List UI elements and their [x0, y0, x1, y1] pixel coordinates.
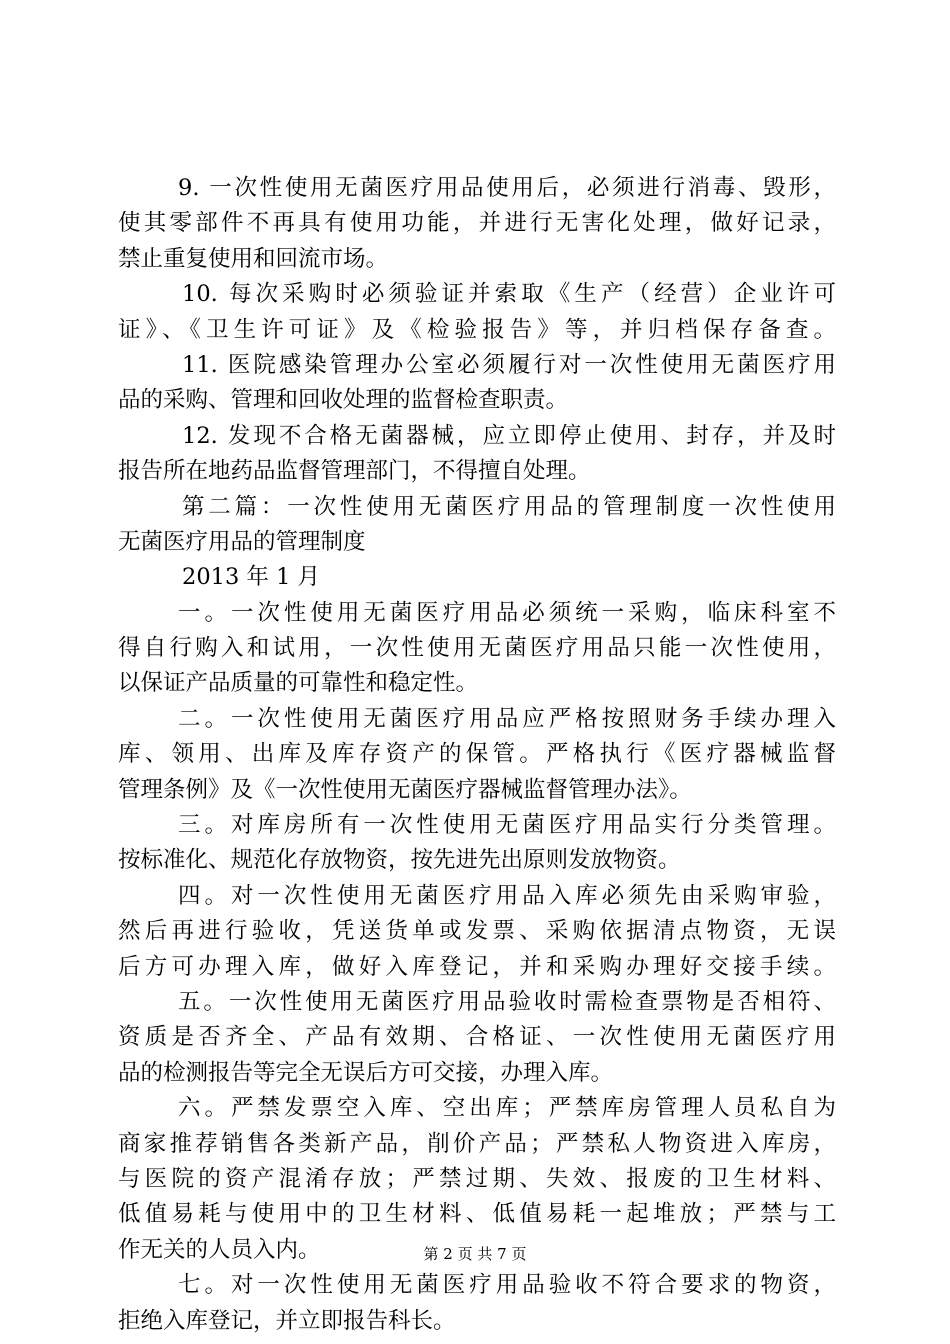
text-line: 无菌医疗用品的管理制度 — [118, 528, 366, 555]
text-line: 11. 医院感染管理办公室必须履行对一次性使用无菌医疗用 — [182, 351, 836, 378]
text-line: 二。一次性使用无菌医疗用品应严格按照财务手续办理入 — [178, 705, 836, 732]
text-line: 六。严禁发票空入库、空出库；严禁库房管理人员私自为 — [178, 1095, 836, 1122]
document-body — [118, 171, 836, 1339]
text-line: 9. 一次性使用无菌医疗用品使用后，必须进行消毒、毁形， — [178, 175, 836, 201]
text-line: 七。对一次性使用无菌医疗用品验收不符合要求的物资， — [178, 1272, 836, 1299]
text-line: 以保证产品质量的可靠性和稳定性。 — [118, 670, 479, 697]
text-line: 四。对一次性使用无菌医疗用品入库必须先由采购审验， — [178, 882, 836, 909]
text-line: 12. 发现不合格无菌器械，应立即停止使用、封存，并及时 — [182, 422, 836, 449]
text-line: 第二篇：一次性使用无菌医疗用品的管理制度一次性使用 — [182, 493, 836, 520]
text-line: 报告所在地药品监督管理部门，不得擅自处理。 — [118, 458, 591, 485]
text-line: 商家推荐销售各类新产品，削价产品；严禁私人物资进入库房， — [118, 1130, 836, 1157]
text-line: 资质是否齐全、产品有效期、合格证、一次性使用无菌医疗用 — [118, 1024, 836, 1051]
text-line: 禁止重复使用和回流市场。 — [118, 245, 389, 272]
text-line: 使其零部件不再具有使用功能，并进行无害化处理，做好记录， — [118, 210, 836, 237]
text-line: 品的检测报告等完全无误后方可交接，办理入库。 — [118, 1059, 614, 1086]
text-line: 与医院的资产混淆存放；严禁过期、失效、报废的卫生材料、 — [118, 1165, 836, 1192]
text-line: 五。一次性使用无菌医疗用品验收时需检查票物是否相符、 — [178, 988, 836, 1015]
text-line: 按标准化、规范化存放物资，按先进先出原则发放物资。 — [118, 847, 681, 874]
text-line: 一。一次性使用无菌医疗用品必须统一采购，临床科室不 — [178, 599, 836, 626]
text-line: 作无关的人员入内。 — [118, 1236, 321, 1263]
text-line: 后方可办理入库，做好入库登记，并和采购办理好交接手续。 — [118, 953, 836, 980]
text-line: 然后再进行验收，凭送货单或发票、采购依据清点物资，无误 — [118, 918, 836, 945]
text-line: 证》、《卫生许可证》及《检验报告》等，并归档保存备查。 — [118, 316, 836, 343]
text-line: 拒绝入库登记，并立即报告科长。 — [118, 1307, 456, 1334]
text-line: 管理条例》及《一次性使用无菌医疗器械监督管理办法》。 — [118, 776, 692, 803]
text-line: 三。对库房所有一次性使用无菌医疗用品实行分类管理。 — [178, 812, 836, 839]
text-line: 库、领用、出库及库存资产的保管。严格执行《医疗器械监督 — [118, 741, 836, 768]
text-line: 品的采购、管理和回收处理的监督检查职责。 — [118, 387, 569, 414]
page-footer: 第 2 页 共 7 页 — [423, 1245, 527, 1263]
text-line: 10. 每次采购时必须验证并索取《生产（经营）企业许可 — [182, 281, 836, 308]
text-line: 低值易耗与使用中的卫生材料、低值易耗一起堆放；严禁与工 — [118, 1201, 836, 1228]
text-line: 得自行购入和试用，一次性使用无菌医疗用品只能一次性使用， — [118, 635, 836, 662]
text-line: 2013 年 1 月 — [182, 564, 321, 591]
